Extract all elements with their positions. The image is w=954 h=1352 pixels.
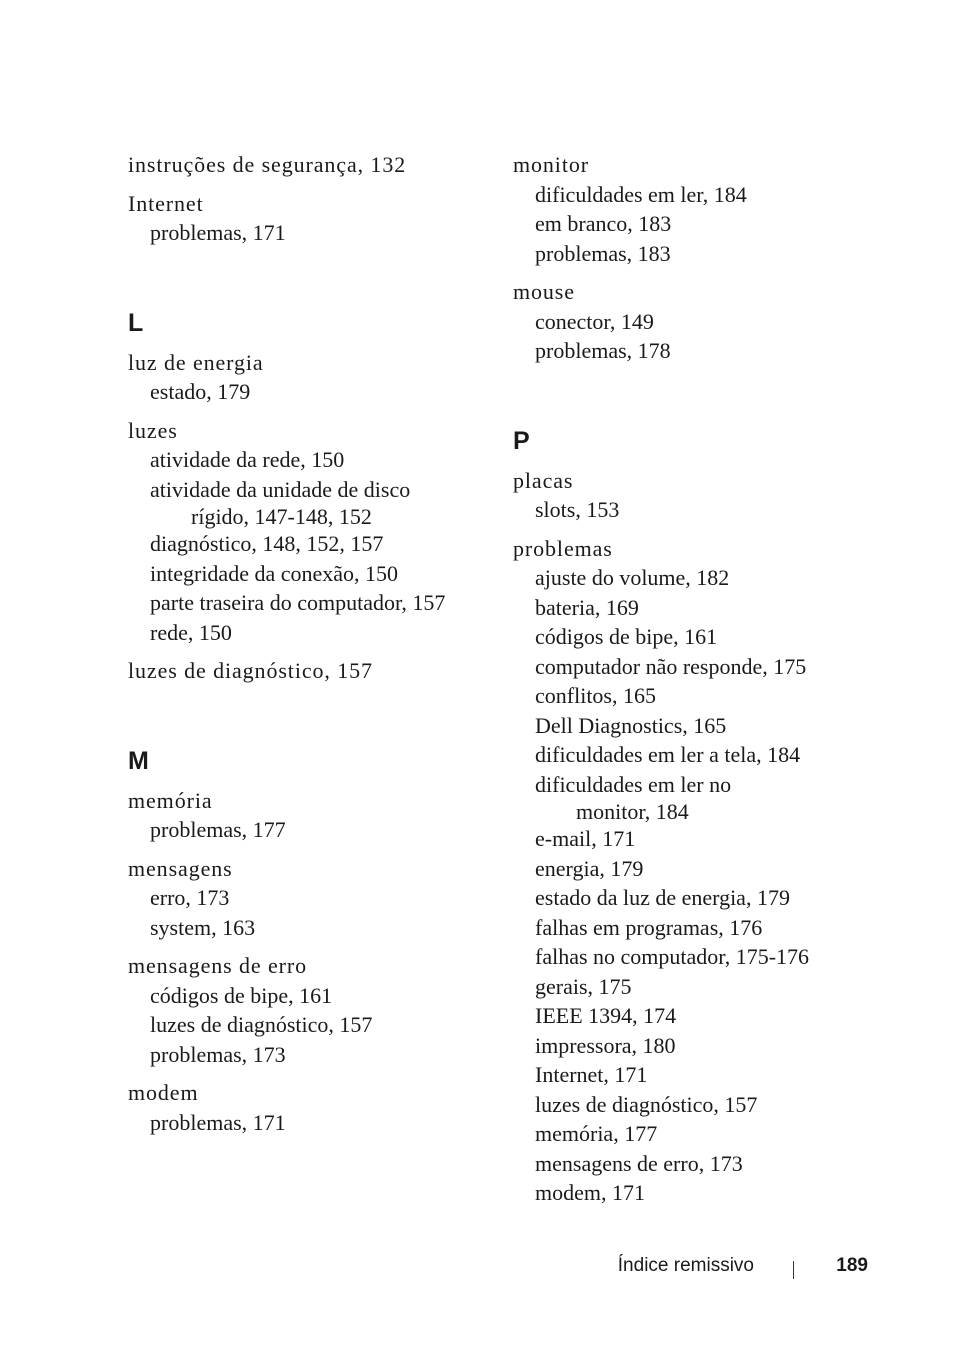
index-letter-heading: P bbox=[513, 426, 530, 455]
index-subentry: falhas em programas, 176 bbox=[535, 914, 763, 940]
footer-section-title: Índice remissivo bbox=[617, 1255, 754, 1276]
section-gap bbox=[128, 248, 488, 305]
index-subentry: conector, 149 bbox=[535, 308, 654, 334]
index-letter-heading: M bbox=[128, 746, 149, 775]
index-subentry: conflitos, 165 bbox=[535, 683, 656, 708]
index-subentry: Dell Diagnostics, 165 bbox=[535, 712, 727, 738]
page-number: 189 bbox=[836, 1255, 868, 1276]
index-subentry: falhas no computador, 175-176 bbox=[535, 944, 810, 969]
footer-separator bbox=[793, 1261, 794, 1279]
index-subentry: e-mail, 171 bbox=[535, 826, 636, 851]
index-subentry: rede, 150 bbox=[150, 619, 232, 645]
index-subentry: IEEE 1394, 174 bbox=[535, 1003, 677, 1028]
entry-gap bbox=[513, 525, 893, 534]
index-subentry: luzes de diagnóstico, 157 bbox=[150, 1012, 373, 1037]
index-subentry-continuation: monitor, 184 bbox=[576, 799, 689, 824]
index-subentry: parte traseira do computador, 157 bbox=[150, 590, 446, 615]
index-subentry: problemas, 171 bbox=[150, 220, 286, 245]
index-entry: luzes de diagnóstico, 157 bbox=[128, 658, 373, 683]
page-footer bbox=[560, 1255, 870, 1281]
index-subentry: problemas, 183 bbox=[535, 240, 671, 266]
index-entry: instruções de segurança, 132 bbox=[128, 152, 407, 177]
index-subentry: estado, 179 bbox=[150, 379, 251, 404]
index-subentry: computador não responde, 175 bbox=[535, 653, 807, 679]
section-gap bbox=[128, 686, 488, 743]
entry-gap bbox=[128, 180, 488, 189]
index-entry: placas bbox=[513, 467, 574, 493]
index-entry: modem bbox=[128, 1080, 199, 1105]
index-subentry: problemas, 171 bbox=[150, 1109, 286, 1135]
index-subentry: erro, 173 bbox=[150, 885, 230, 910]
index-subentry: mensagens de erro, 173 bbox=[535, 1150, 743, 1176]
entry-gap bbox=[128, 407, 488, 416]
index-subentry: ajuste do volume, 182 bbox=[535, 565, 730, 590]
index-subentry: diagnóstico, 148, 152, 157 bbox=[150, 531, 384, 556]
index-subentry: memória, 177 bbox=[535, 1121, 658, 1146]
index-entry: mouse bbox=[513, 279, 575, 304]
index-subentry: dificuldades em ler a tela, 184 bbox=[535, 742, 801, 767]
section-gap bbox=[513, 366, 893, 423]
index-subentry: gerais, 175 bbox=[535, 973, 632, 999]
entry-gap bbox=[128, 845, 488, 854]
index-entry: monitor bbox=[513, 152, 589, 177]
index-subentry: Internet, 171 bbox=[535, 1062, 648, 1087]
index-entry: Internet bbox=[128, 190, 204, 216]
index-subentry: problemas, 178 bbox=[535, 338, 671, 363]
index-subentry: estado da luz de energia, 179 bbox=[535, 885, 790, 910]
index-subentry: problemas, 177 bbox=[150, 817, 286, 842]
index-subentry: system, 163 bbox=[150, 914, 256, 940]
index-subentry: energia, 179 bbox=[535, 855, 644, 881]
entry-gap bbox=[128, 942, 488, 951]
index-subentry: atividade da rede, 150 bbox=[150, 447, 345, 472]
entry-gap bbox=[128, 647, 488, 656]
index-subentry: slots, 153 bbox=[535, 497, 620, 522]
index-subentry-continuation: rígido, 147-148, 152 bbox=[191, 504, 372, 529]
index-subentry: códigos de bipe, 161 bbox=[150, 982, 333, 1008]
index-subentry: luzes de diagnóstico, 157 bbox=[535, 1091, 758, 1117]
entry-gap bbox=[128, 1069, 488, 1078]
index-subentry: bateria, 169 bbox=[535, 594, 639, 620]
index-letter-heading: L bbox=[128, 308, 144, 337]
index-entry: luzes bbox=[128, 417, 178, 443]
index-entry: memória bbox=[128, 787, 213, 813]
heading-gap bbox=[513, 459, 893, 466]
index-subentry: modem, 171 bbox=[535, 1180, 645, 1205]
index-entry: problemas bbox=[513, 535, 613, 561]
index-subentry: dificuldades em ler no bbox=[535, 771, 732, 797]
index-entry: mensagens de erro bbox=[128, 953, 308, 978]
index-subentry: dificuldades em ler, 184 bbox=[535, 181, 747, 207]
index-subentry: impressora, 180 bbox=[535, 1032, 676, 1058]
index-subentry: códigos de bipe, 161 bbox=[535, 624, 718, 649]
index-right-column bbox=[513, 150, 893, 1208]
index-entry: mensagens bbox=[128, 855, 233, 881]
entry-gap bbox=[513, 268, 893, 277]
index-subentry: em branco, 183 bbox=[535, 211, 672, 236]
index-left-column bbox=[128, 150, 488, 1137]
heading-gap bbox=[128, 341, 488, 348]
index-subentry: atividade da unidade de disco bbox=[150, 476, 411, 502]
index-subentry: problemas, 173 bbox=[150, 1041, 286, 1067]
index-entry: luz de energia bbox=[128, 349, 264, 375]
heading-gap bbox=[128, 779, 488, 786]
index-subentry: integridade da conexão, 150 bbox=[150, 560, 399, 586]
